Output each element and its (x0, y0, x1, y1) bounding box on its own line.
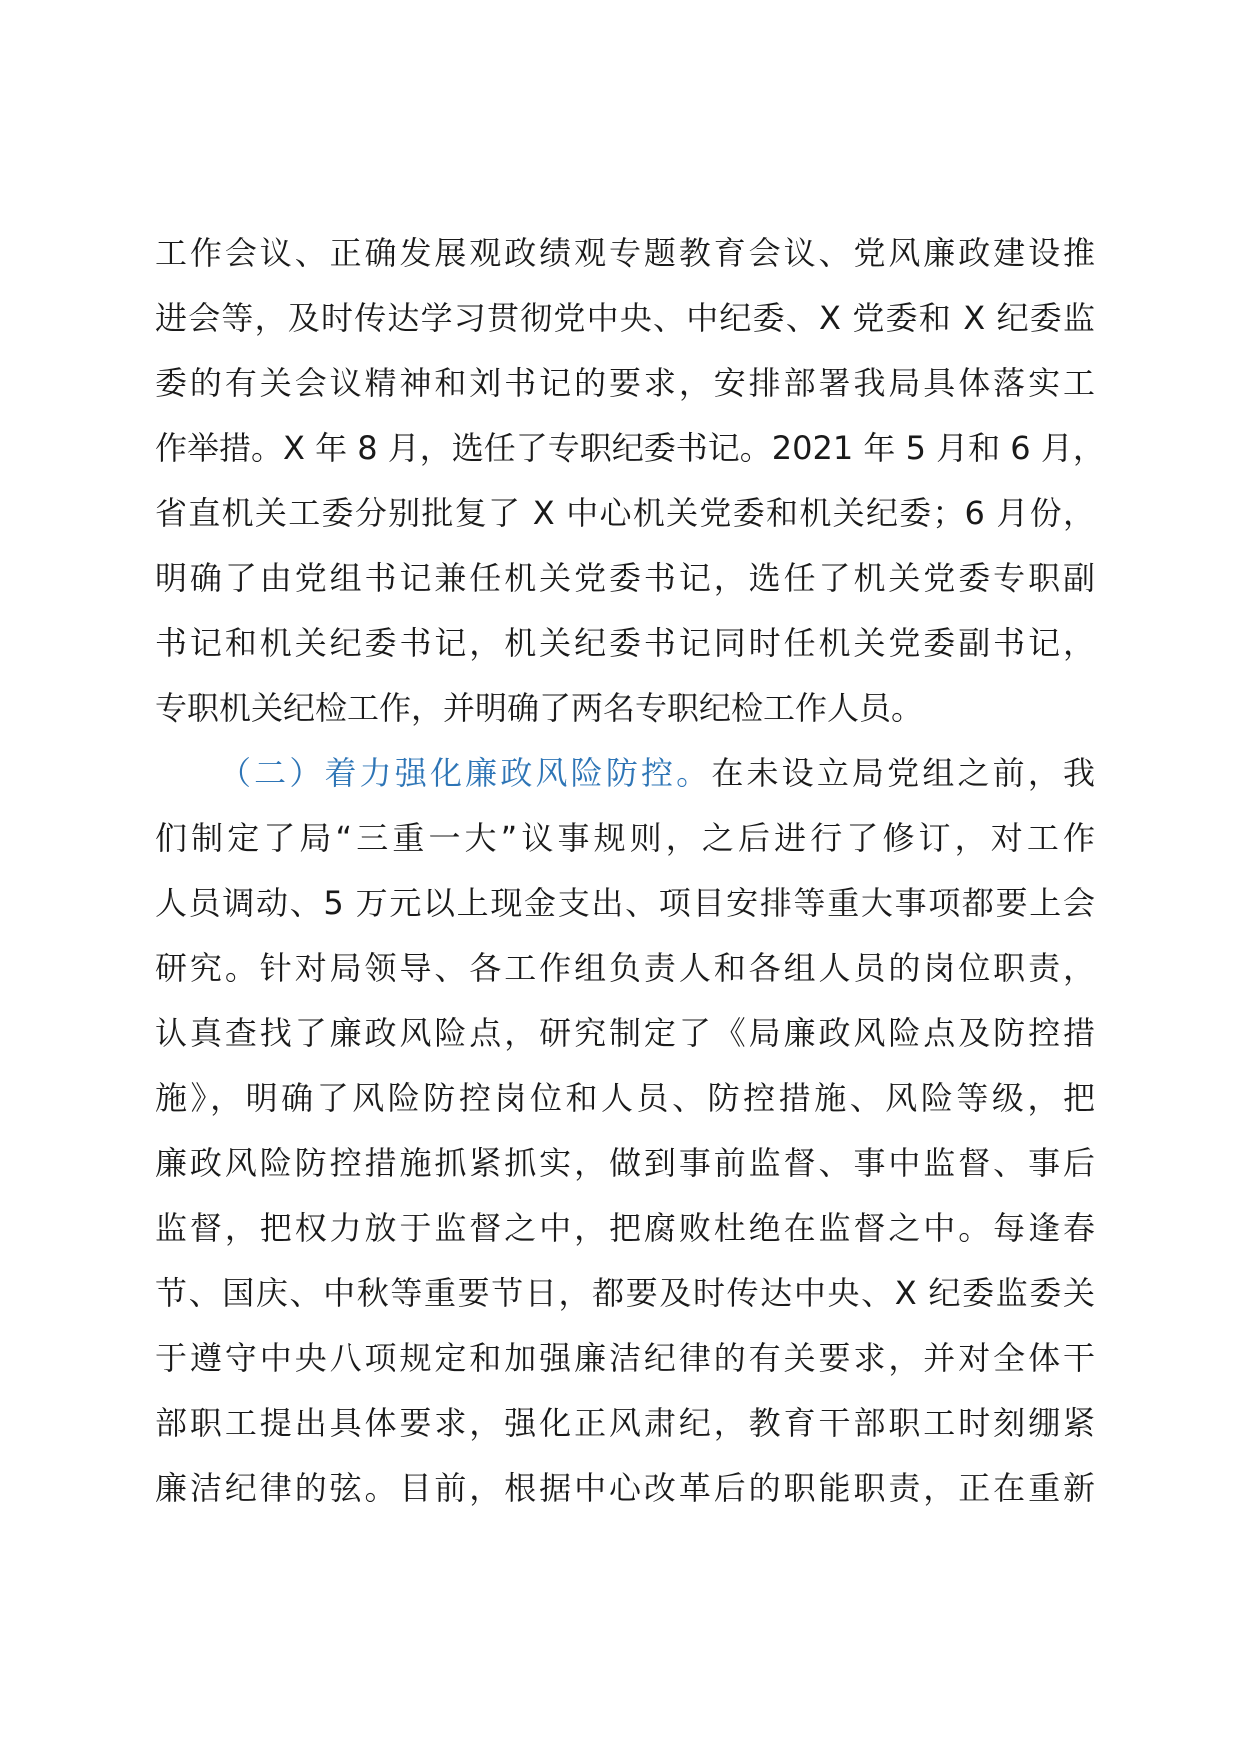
text-line: 监督，把权力放于监督之中，把腐败杜绝在监督之中。每逢春 (155, 1209, 1095, 1247)
section-heading: （二）着力强化廉政风险防控。 (219, 754, 712, 792)
text-line: 廉洁纪律的弦。目前，根据中心改革后的职能职责，正在重新 (155, 1469, 1095, 1507)
text-line: 们制定了局“三重一大”议事规则，之后进行了修订，对工作 (155, 819, 1095, 857)
text-line: 省直机关工委分别批复了 X 中心机关党委和机关纪委；6 月份， (155, 494, 1095, 532)
text-line: 认真查找了廉政风险点，研究制定了《局廉政风险点及防控措 (155, 1014, 1095, 1052)
text-line: 于遵守中央八项规定和加强廉洁纪律的有关要求，并对全体干 (155, 1339, 1095, 1377)
text-line: 专职机关纪检工作，并明确了两名专职纪检工作人员。 (155, 689, 924, 727)
text-line: 廉政风险防控措施抓紧抓实，做到事前监督、事中监督、事后 (155, 1144, 1095, 1182)
text-line: 书记和机关纪委书记，机关纪委书记同时任机关党委副书记， (155, 624, 1095, 662)
text-line: 进会等，及时传达学习贯彻党中央、中纪委、X 党委和 X 纪委监 (155, 299, 1095, 337)
section-heading-line (155, 741, 1095, 806)
text-span: 在未设立局党组之前，我 (711, 754, 1095, 792)
text-line: 节、国庆、中秋等重要节日，都要及时传达中央、X 纪委监委关 (155, 1274, 1095, 1312)
text-line: 明确了由党组书记兼任机关党委书记，选任了机关党委专职副 (155, 559, 1095, 597)
text-line: 部职工提出具体要求，强化正风肃纪，教育干部职工时刻绷紧 (155, 1404, 1095, 1442)
text-line: 委的有关会议精神和刘书记的要求，安排部署我局具体落实工 (155, 364, 1095, 402)
text-line: 人员调动、5 万元以上现金支出、项目安排等重大事项都要上会 (155, 884, 1095, 922)
text-line: 工作会议、正确发展观政绩观专题教育会议、党风廉政建设推 (155, 234, 1095, 272)
document-body (155, 221, 1105, 1521)
text-line: 作举措。X 年 8 月，选任了专职纪委书记。2021 年 5 月和 6 月， (155, 429, 1105, 467)
text-line: 研究。针对局领导、各工作组负责人和各组人员的岗位职责， (155, 949, 1095, 987)
text-line: 施》，明确了风险防控岗位和人员、防控措施、风险等级，把 (155, 1079, 1095, 1117)
